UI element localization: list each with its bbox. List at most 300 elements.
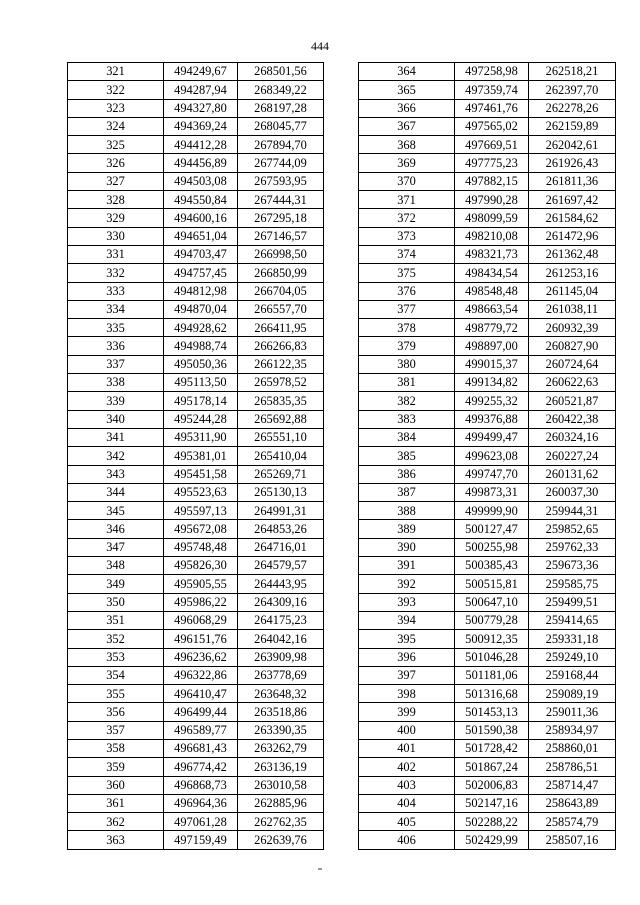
- x-coordinate-cell: 501181,06: [455, 666, 529, 684]
- x-coordinate-cell: 496236,62: [164, 648, 238, 666]
- table-row: [359, 611, 616, 629]
- table-row: [68, 538, 324, 556]
- x-coordinate-cell: 498548,48: [455, 282, 529, 300]
- y-coordinate-cell: 259852,65: [529, 520, 616, 538]
- table-row: [359, 776, 616, 794]
- x-coordinate-cell: 499255,32: [455, 392, 529, 410]
- table-row: [359, 813, 616, 831]
- point-number-cell: 398: [359, 685, 455, 703]
- point-number-cell: 372: [359, 209, 455, 227]
- point-number-cell: 381: [359, 374, 455, 392]
- y-coordinate-cell: 267444,31: [238, 191, 324, 209]
- y-coordinate-cell: 263778,69: [238, 666, 324, 684]
- x-coordinate-cell: 497882,15: [455, 172, 529, 190]
- table-row: [68, 739, 324, 757]
- table-row: [68, 593, 324, 611]
- y-coordinate-cell: 263262,79: [238, 739, 324, 757]
- y-coordinate-cell: 261038,11: [529, 300, 616, 318]
- point-number-cell: 356: [68, 703, 164, 721]
- table-row: [68, 813, 324, 831]
- y-coordinate-cell: 263136,19: [238, 758, 324, 776]
- y-coordinate-cell: 261926,43: [529, 154, 616, 172]
- x-coordinate-cell: 494503,08: [164, 172, 238, 190]
- y-coordinate-cell: 262518,21: [529, 63, 616, 81]
- point-number-cell: 368: [359, 136, 455, 154]
- y-coordinate-cell: 266266,83: [238, 337, 324, 355]
- y-coordinate-cell: 260131,62: [529, 465, 616, 483]
- point-number-cell: 353: [68, 648, 164, 666]
- point-number-cell: 323: [68, 99, 164, 117]
- y-coordinate-cell: 258507,16: [529, 831, 616, 849]
- point-number-cell: 374: [359, 245, 455, 263]
- x-coordinate-cell: 495311,90: [164, 428, 238, 446]
- table-row: [68, 99, 324, 117]
- y-coordinate-cell: 265410,04: [238, 447, 324, 465]
- point-number-cell: 367: [359, 117, 455, 135]
- x-coordinate-cell: 499873,31: [455, 483, 529, 501]
- y-coordinate-cell: 259331,18: [529, 630, 616, 648]
- point-number-cell: 394: [359, 611, 455, 629]
- table-row: [68, 227, 324, 245]
- table-row: [359, 557, 616, 575]
- table-row: [359, 81, 616, 99]
- x-coordinate-cell: 495597,13: [164, 502, 238, 520]
- x-coordinate-cell: 494988,74: [164, 337, 238, 355]
- x-coordinate-cell: 495178,14: [164, 392, 238, 410]
- point-number-cell: 393: [359, 593, 455, 611]
- point-number-cell: 389: [359, 520, 455, 538]
- table-row: [359, 337, 616, 355]
- point-number-cell: 351: [68, 611, 164, 629]
- x-coordinate-cell: 502429,99: [455, 831, 529, 849]
- table-body: [68, 63, 324, 850]
- table-row: [68, 374, 324, 392]
- point-number-cell: 337: [68, 355, 164, 373]
- table-row: [68, 245, 324, 263]
- point-number-cell: 324: [68, 117, 164, 135]
- table-row: [359, 245, 616, 263]
- table-row: [359, 117, 616, 135]
- point-number-cell: 379: [359, 337, 455, 355]
- x-coordinate-cell: 500912,35: [455, 630, 529, 648]
- table-row: [68, 575, 324, 593]
- table-row: [359, 483, 616, 501]
- point-number-cell: 333: [68, 282, 164, 300]
- coordinates-table-right: [358, 62, 616, 850]
- point-number-cell: 338: [68, 374, 164, 392]
- point-number-cell: 363: [68, 831, 164, 849]
- table-row: [68, 63, 324, 81]
- x-coordinate-cell: 494412,28: [164, 136, 238, 154]
- x-coordinate-cell: 494369,24: [164, 117, 238, 135]
- x-coordinate-cell: 494287,94: [164, 81, 238, 99]
- y-coordinate-cell: 264716,01: [238, 538, 324, 556]
- table-row: [68, 703, 324, 721]
- point-number-cell: 330: [68, 227, 164, 245]
- table-body: [359, 63, 616, 850]
- y-coordinate-cell: 262042,61: [529, 136, 616, 154]
- y-coordinate-cell: 263010,58: [238, 776, 324, 794]
- table-row: [68, 447, 324, 465]
- point-number-cell: 388: [359, 502, 455, 520]
- point-number-cell: 385: [359, 447, 455, 465]
- y-coordinate-cell: 259011,36: [529, 703, 616, 721]
- y-coordinate-cell: 267894,70: [238, 136, 324, 154]
- x-coordinate-cell: 495523,63: [164, 483, 238, 501]
- table-row: [68, 337, 324, 355]
- x-coordinate-cell: 495381,01: [164, 447, 238, 465]
- y-coordinate-cell: 266704,05: [238, 282, 324, 300]
- table-row: [68, 794, 324, 812]
- y-coordinate-cell: 261811,36: [529, 172, 616, 190]
- point-number-cell: 376: [359, 282, 455, 300]
- x-coordinate-cell: 496322,86: [164, 666, 238, 684]
- x-coordinate-cell: 497258,98: [455, 63, 529, 81]
- x-coordinate-cell: 500779,28: [455, 611, 529, 629]
- table-row: [68, 428, 324, 446]
- x-coordinate-cell: 495244,28: [164, 410, 238, 428]
- point-number-cell: 386: [359, 465, 455, 483]
- y-coordinate-cell: 262885,96: [238, 794, 324, 812]
- y-coordinate-cell: 263518,86: [238, 703, 324, 721]
- point-number-cell: 325: [68, 136, 164, 154]
- x-coordinate-cell: 494928,62: [164, 319, 238, 337]
- table-row: [359, 63, 616, 81]
- y-coordinate-cell: 259168,44: [529, 666, 616, 684]
- x-coordinate-cell: 494600,16: [164, 209, 238, 227]
- x-coordinate-cell: 497061,28: [164, 813, 238, 831]
- table-row: [359, 374, 616, 392]
- x-coordinate-cell: 494812,98: [164, 282, 238, 300]
- table-row: [68, 264, 324, 282]
- page-mark: [318, 868, 322, 870]
- x-coordinate-cell: 498099,59: [455, 209, 529, 227]
- y-coordinate-cell: 264579,57: [238, 557, 324, 575]
- x-coordinate-cell: 499999,90: [455, 502, 529, 520]
- point-number-cell: 404: [359, 794, 455, 812]
- y-coordinate-cell: 260324,16: [529, 428, 616, 446]
- x-coordinate-cell: 494249,67: [164, 63, 238, 81]
- x-coordinate-cell: 496868,73: [164, 776, 238, 794]
- point-number-cell: 362: [68, 813, 164, 831]
- coordinates-table-left: [67, 62, 324, 850]
- x-coordinate-cell: 499747,70: [455, 465, 529, 483]
- x-coordinate-cell: 500647,10: [455, 593, 529, 611]
- y-coordinate-cell: 259249,10: [529, 648, 616, 666]
- y-coordinate-cell: 258934,97: [529, 721, 616, 739]
- page-number: 444: [311, 39, 329, 53]
- x-coordinate-cell: 500127,47: [455, 520, 529, 538]
- table-row: [359, 794, 616, 812]
- table-row: [359, 593, 616, 611]
- x-coordinate-cell: 496151,76: [164, 630, 238, 648]
- table-row: [359, 685, 616, 703]
- table-row: [68, 520, 324, 538]
- y-coordinate-cell: 260521,87: [529, 392, 616, 410]
- y-coordinate-cell: 261145,04: [529, 282, 616, 300]
- point-number-cell: 375: [359, 264, 455, 282]
- table-row: [359, 703, 616, 721]
- table-row: [68, 172, 324, 190]
- point-number-cell: 399: [359, 703, 455, 721]
- y-coordinate-cell: 265551,10: [238, 428, 324, 446]
- point-number-cell: 350: [68, 593, 164, 611]
- point-number-cell: 391: [359, 557, 455, 575]
- y-coordinate-cell: 266122,35: [238, 355, 324, 373]
- point-number-cell: 366: [359, 99, 455, 117]
- point-number-cell: 400: [359, 721, 455, 739]
- point-number-cell: 331: [68, 245, 164, 263]
- point-number-cell: 352: [68, 630, 164, 648]
- table-row: [359, 227, 616, 245]
- x-coordinate-cell: 499499,47: [455, 428, 529, 446]
- point-number-cell: 380: [359, 355, 455, 373]
- table-row: [359, 392, 616, 410]
- table-row: [359, 319, 616, 337]
- table-row: [68, 465, 324, 483]
- point-number-cell: 395: [359, 630, 455, 648]
- x-coordinate-cell: 497565,02: [455, 117, 529, 135]
- y-coordinate-cell: 263648,32: [238, 685, 324, 703]
- x-coordinate-cell: 495826,30: [164, 557, 238, 575]
- table-row: [68, 392, 324, 410]
- table-row: [68, 81, 324, 99]
- y-coordinate-cell: 262159,89: [529, 117, 616, 135]
- point-number-cell: 384: [359, 428, 455, 446]
- x-coordinate-cell: 500385,43: [455, 557, 529, 575]
- table-row: [359, 575, 616, 593]
- point-number-cell: 348: [68, 557, 164, 575]
- table-row: [359, 630, 616, 648]
- point-number-cell: 371: [359, 191, 455, 209]
- point-number-cell: 373: [359, 227, 455, 245]
- point-number-cell: 343: [68, 465, 164, 483]
- table-row: [68, 483, 324, 501]
- x-coordinate-cell: 501728,42: [455, 739, 529, 757]
- x-coordinate-cell: 502006,83: [455, 776, 529, 794]
- x-coordinate-cell: 494870,04: [164, 300, 238, 318]
- x-coordinate-cell: 500515,81: [455, 575, 529, 593]
- table-row: [359, 99, 616, 117]
- table-row: [359, 739, 616, 757]
- x-coordinate-cell: 495050,36: [164, 355, 238, 373]
- y-coordinate-cell: 265835,35: [238, 392, 324, 410]
- x-coordinate-cell: 501453,13: [455, 703, 529, 721]
- point-number-cell: 397: [359, 666, 455, 684]
- table-row: [68, 319, 324, 337]
- x-coordinate-cell: 498321,73: [455, 245, 529, 263]
- point-number-cell: 403: [359, 776, 455, 794]
- y-coordinate-cell: 258786,51: [529, 758, 616, 776]
- table-row: [68, 685, 324, 703]
- table-row: [359, 447, 616, 465]
- table-row: [359, 410, 616, 428]
- table-row: [359, 428, 616, 446]
- point-number-cell: 382: [359, 392, 455, 410]
- y-coordinate-cell: 262397,70: [529, 81, 616, 99]
- y-coordinate-cell: 267146,57: [238, 227, 324, 245]
- x-coordinate-cell: 497461,76: [455, 99, 529, 117]
- table-row: [68, 758, 324, 776]
- x-coordinate-cell: 495113,50: [164, 374, 238, 392]
- y-coordinate-cell: 261584,62: [529, 209, 616, 227]
- table-row: [68, 154, 324, 172]
- table-row: [68, 282, 324, 300]
- table-row: [68, 721, 324, 739]
- y-coordinate-cell: 260227,24: [529, 447, 616, 465]
- table-row: [68, 630, 324, 648]
- x-coordinate-cell: 501590,38: [455, 721, 529, 739]
- x-coordinate-cell: 497775,23: [455, 154, 529, 172]
- point-number-cell: 329: [68, 209, 164, 227]
- point-number-cell: 402: [359, 758, 455, 776]
- x-coordinate-cell: 494757,45: [164, 264, 238, 282]
- x-coordinate-cell: 501316,68: [455, 685, 529, 703]
- point-number-cell: 347: [68, 538, 164, 556]
- y-coordinate-cell: 265978,52: [238, 374, 324, 392]
- x-coordinate-cell: 495986,22: [164, 593, 238, 611]
- table-row: [68, 355, 324, 373]
- y-coordinate-cell: 265269,71: [238, 465, 324, 483]
- x-coordinate-cell: 498779,72: [455, 319, 529, 337]
- point-number-cell: 369: [359, 154, 455, 172]
- y-coordinate-cell: 265692,88: [238, 410, 324, 428]
- point-number-cell: 392: [359, 575, 455, 593]
- point-number-cell: 361: [68, 794, 164, 812]
- y-coordinate-cell: 264175,23: [238, 611, 324, 629]
- y-coordinate-cell: 262762,35: [238, 813, 324, 831]
- y-coordinate-cell: 261697,42: [529, 191, 616, 209]
- table-row: [359, 136, 616, 154]
- x-coordinate-cell: 494703,47: [164, 245, 238, 263]
- y-coordinate-cell: 268349,22: [238, 81, 324, 99]
- y-coordinate-cell: 259673,36: [529, 557, 616, 575]
- x-coordinate-cell: 497359,74: [455, 81, 529, 99]
- x-coordinate-cell: 498663,54: [455, 300, 529, 318]
- x-coordinate-cell: 494550,84: [164, 191, 238, 209]
- y-coordinate-cell: 260422,38: [529, 410, 616, 428]
- y-coordinate-cell: 261362,48: [529, 245, 616, 263]
- point-number-cell: 355: [68, 685, 164, 703]
- point-number-cell: 359: [68, 758, 164, 776]
- y-coordinate-cell: 267593,95: [238, 172, 324, 190]
- x-coordinate-cell: 495672,08: [164, 520, 238, 538]
- table-row: [359, 758, 616, 776]
- y-coordinate-cell: 259089,19: [529, 685, 616, 703]
- x-coordinate-cell: 496410,47: [164, 685, 238, 703]
- y-coordinate-cell: 261472,96: [529, 227, 616, 245]
- x-coordinate-cell: 494327,80: [164, 99, 238, 117]
- y-coordinate-cell: 266998,50: [238, 245, 324, 263]
- x-coordinate-cell: 499134,82: [455, 374, 529, 392]
- point-number-cell: 326: [68, 154, 164, 172]
- point-number-cell: 345: [68, 502, 164, 520]
- x-coordinate-cell: 498897,00: [455, 337, 529, 355]
- x-coordinate-cell: 499015,37: [455, 355, 529, 373]
- table-row: [359, 172, 616, 190]
- y-coordinate-cell: 259762,33: [529, 538, 616, 556]
- point-number-cell: 390: [359, 538, 455, 556]
- point-number-cell: 328: [68, 191, 164, 209]
- y-coordinate-cell: 268197,28: [238, 99, 324, 117]
- table-row: [359, 154, 616, 172]
- point-number-cell: 335: [68, 319, 164, 337]
- table-row: [359, 538, 616, 556]
- point-number-cell: 339: [68, 392, 164, 410]
- y-coordinate-cell: 266850,99: [238, 264, 324, 282]
- y-coordinate-cell: 267295,18: [238, 209, 324, 227]
- y-coordinate-cell: 266557,70: [238, 300, 324, 318]
- table-row: [68, 776, 324, 794]
- x-coordinate-cell: 501046,28: [455, 648, 529, 666]
- table-row: [359, 282, 616, 300]
- x-coordinate-cell: 496681,43: [164, 739, 238, 757]
- table-row: [359, 502, 616, 520]
- x-coordinate-cell: 497159,49: [164, 831, 238, 849]
- table-row: [359, 648, 616, 666]
- y-coordinate-cell: 260827,90: [529, 337, 616, 355]
- y-coordinate-cell: 264309,16: [238, 593, 324, 611]
- y-coordinate-cell: 268501,56: [238, 63, 324, 81]
- x-coordinate-cell: 502288,22: [455, 813, 529, 831]
- y-coordinate-cell: 264443,95: [238, 575, 324, 593]
- x-coordinate-cell: 494456,89: [164, 154, 238, 172]
- point-number-cell: 387: [359, 483, 455, 501]
- y-coordinate-cell: 268045,77: [238, 117, 324, 135]
- x-coordinate-cell: 496068,29: [164, 611, 238, 629]
- table-row: [359, 209, 616, 227]
- table-row: [359, 831, 616, 849]
- y-coordinate-cell: 264991,31: [238, 502, 324, 520]
- point-number-cell: 349: [68, 575, 164, 593]
- table-row: [68, 666, 324, 684]
- point-number-cell: 406: [359, 831, 455, 849]
- x-coordinate-cell: 495905,55: [164, 575, 238, 593]
- point-number-cell: 334: [68, 300, 164, 318]
- x-coordinate-cell: 499623,08: [455, 447, 529, 465]
- table-row: [68, 611, 324, 629]
- x-coordinate-cell: 501867,24: [455, 758, 529, 776]
- y-coordinate-cell: 260622,63: [529, 374, 616, 392]
- x-coordinate-cell: 496774,42: [164, 758, 238, 776]
- table-row: [359, 666, 616, 684]
- x-coordinate-cell: 496499,44: [164, 703, 238, 721]
- x-coordinate-cell: 497669,51: [455, 136, 529, 154]
- point-number-cell: 344: [68, 483, 164, 501]
- table-row: [68, 502, 324, 520]
- y-coordinate-cell: 258860,01: [529, 739, 616, 757]
- point-number-cell: 354: [68, 666, 164, 684]
- table-row: [68, 831, 324, 849]
- table-row: [68, 136, 324, 154]
- point-number-cell: 378: [359, 319, 455, 337]
- point-number-cell: 341: [68, 428, 164, 446]
- y-coordinate-cell: 259499,51: [529, 593, 616, 611]
- y-coordinate-cell: 264042,16: [238, 630, 324, 648]
- y-coordinate-cell: 262278,26: [529, 99, 616, 117]
- y-coordinate-cell: 262639,76: [238, 831, 324, 849]
- point-number-cell: 332: [68, 264, 164, 282]
- point-number-cell: 405: [359, 813, 455, 831]
- y-coordinate-cell: 258574,79: [529, 813, 616, 831]
- table-row: [68, 410, 324, 428]
- y-coordinate-cell: 263390,35: [238, 721, 324, 739]
- y-coordinate-cell: 265130,13: [238, 483, 324, 501]
- table-row: [68, 209, 324, 227]
- point-number-cell: 364: [359, 63, 455, 81]
- point-number-cell: 360: [68, 776, 164, 794]
- x-coordinate-cell: 496589,77: [164, 721, 238, 739]
